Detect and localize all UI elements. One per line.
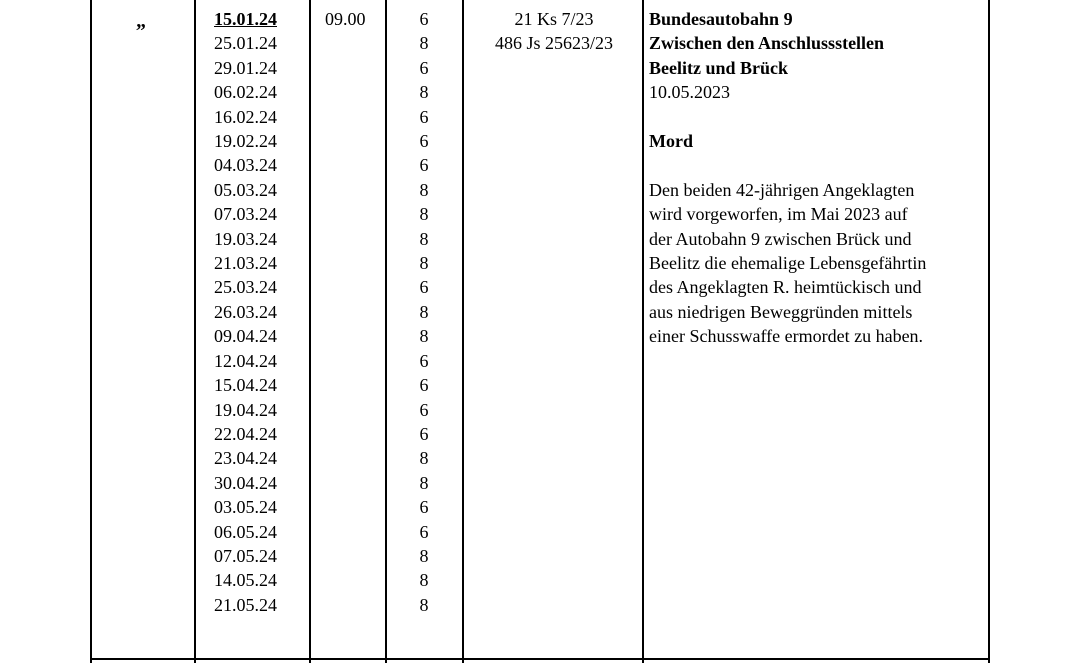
location-line: Beelitz und Brück bbox=[649, 57, 789, 78]
date-entry: 19.04.24 bbox=[214, 399, 277, 420]
courtroom-entry: 6 bbox=[419, 155, 429, 176]
date-entry: 14.05.24 bbox=[214, 570, 277, 591]
date-entry: 21.05.24 bbox=[214, 594, 277, 615]
date-entry: 07.05.24 bbox=[214, 545, 277, 566]
courtroom-entry: 6 bbox=[419, 9, 429, 29]
courtroom-entry: 8 bbox=[419, 594, 429, 615]
incident-date: 10.05.2023 bbox=[649, 82, 730, 103]
courtroom-entry: 8 bbox=[419, 253, 429, 274]
courtroom-entry: 6 bbox=[419, 57, 429, 78]
location-line: Bundesautobahn 9 bbox=[649, 9, 793, 29]
date-entry: 04.03.24 bbox=[214, 155, 277, 176]
ditto-mark: „ bbox=[136, 10, 146, 32]
courtroom-entry: 8 bbox=[419, 472, 429, 493]
hearing-dates bbox=[214, 7, 294, 617]
date-entry: 06.05.24 bbox=[214, 521, 277, 542]
description-line: aus niedrigen Beweggründen mittels bbox=[649, 301, 913, 322]
courtroom-entry: 8 bbox=[419, 179, 429, 200]
description-line: Beelitz die ehemalige Lebensgefährtin bbox=[649, 253, 927, 274]
case-description bbox=[649, 7, 989, 349]
courtroom-numbers bbox=[386, 7, 462, 617]
table-column-divider bbox=[309, 0, 311, 663]
courtroom-entry: 8 bbox=[419, 204, 429, 225]
courtroom-entry: 6 bbox=[419, 423, 429, 444]
date-entry: 19.02.24 bbox=[214, 131, 277, 152]
courtroom-entry: 8 bbox=[419, 33, 429, 54]
date-entry: 25.01.24 bbox=[214, 33, 277, 54]
spacer bbox=[649, 105, 989, 129]
description-line: Den beiden 42-jährigen Angeklagten bbox=[649, 179, 915, 200]
courtroom-entry: 6 bbox=[419, 350, 429, 371]
date-entry: 15.04.24 bbox=[214, 375, 277, 396]
table-column-divider bbox=[194, 0, 196, 663]
courtroom-entry: 6 bbox=[419, 277, 429, 298]
date-entry: 09.04.24 bbox=[214, 326, 277, 347]
description-line: des Angeklagten R. heimtückisch und bbox=[649, 277, 922, 298]
table-column-divider bbox=[462, 0, 464, 663]
date-entry: 23.04.24 bbox=[214, 448, 277, 469]
courtroom-entry: 6 bbox=[419, 399, 429, 420]
courtroom-entry: 8 bbox=[419, 545, 429, 566]
date-entry: 26.03.24 bbox=[214, 301, 277, 322]
date-entry: 19.03.24 bbox=[214, 228, 277, 249]
hearing-time: 09.00 bbox=[325, 9, 366, 29]
courtroom-entry: 6 bbox=[419, 131, 429, 152]
table-border-left bbox=[90, 0, 92, 663]
description-line: einer Schusswaffe ermordet zu haben. bbox=[649, 326, 924, 347]
date-entry: 22.04.24 bbox=[214, 423, 277, 444]
charge-details bbox=[649, 178, 989, 349]
description-line: der Autobahn 9 zwischen Brück und bbox=[649, 228, 912, 249]
courtroom-entry: 8 bbox=[419, 82, 429, 103]
date-entry: 07.03.24 bbox=[214, 204, 277, 225]
description-line: wird vorgeworfen, im Mai 2023 auf bbox=[649, 204, 908, 225]
courtroom-entry: 8 bbox=[419, 228, 429, 249]
date-entry: 21.03.24 bbox=[214, 253, 277, 274]
date-entry: 03.05.24 bbox=[214, 497, 277, 518]
courtroom-entry: 8 bbox=[419, 570, 429, 591]
courtroom-entry: 6 bbox=[419, 106, 429, 127]
date-entry: 12.04.24 bbox=[214, 350, 277, 371]
courtroom-entry: 8 bbox=[419, 326, 429, 347]
table-row-divider bbox=[90, 658, 990, 660]
courtroom-entry: 6 bbox=[419, 497, 429, 518]
courtroom-entry: 6 bbox=[419, 375, 429, 396]
spacer bbox=[649, 153, 989, 177]
location-line: Zwischen den Anschlussstellen bbox=[649, 33, 885, 54]
date-entry: 16.02.24 bbox=[214, 106, 277, 127]
courtroom-entry: 8 bbox=[419, 301, 429, 322]
file-number: 21 Ks 7/23 bbox=[514, 9, 594, 29]
date-entry: 06.02.24 bbox=[214, 82, 277, 103]
date-entry: 25.03.24 bbox=[214, 277, 277, 298]
incident-location bbox=[649, 7, 989, 80]
date-entry: 29.01.24 bbox=[214, 57, 277, 78]
courtroom-entry: 8 bbox=[419, 448, 429, 469]
courtroom-entry: 6 bbox=[419, 521, 429, 542]
date-entry: 15.01.24 bbox=[214, 9, 277, 29]
table-column-divider bbox=[642, 0, 644, 663]
date-entry: 30.04.24 bbox=[214, 472, 277, 493]
charge-title: Mord bbox=[649, 131, 693, 152]
file-numbers bbox=[464, 7, 644, 56]
file-number: 486 Js 25623/23 bbox=[494, 33, 613, 54]
date-entry: 05.03.24 bbox=[214, 179, 277, 200]
